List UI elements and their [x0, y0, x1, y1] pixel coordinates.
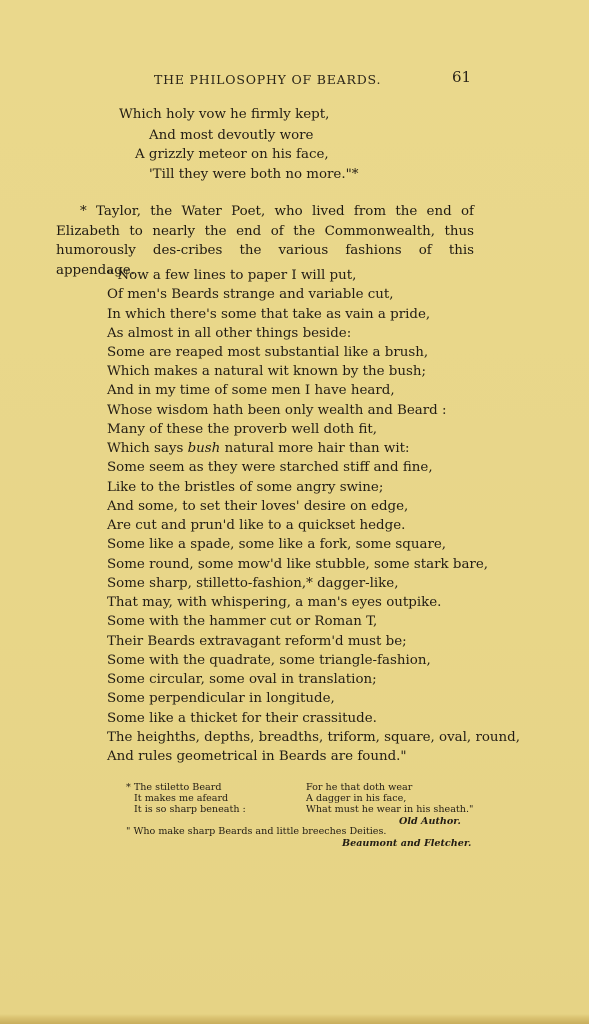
- poem-line: That may, with whispering, a man's eyes outpike.: [107, 595, 442, 610]
- footnote-quote-2: " Who make sharp Beards and little breeches Deities.: [126, 826, 387, 837]
- poem-line: And rules geometrical in Beards are found.": [107, 749, 407, 764]
- poem-line: Some are reaped most substantial like a brush,: [107, 345, 429, 360]
- poem-line: And in my time of some men I have heard,: [107, 383, 395, 398]
- poem-line: Some like a spade, some like a fork, some square,: [107, 537, 447, 552]
- poem-line: Some with the hammer cut or Roman T,: [107, 614, 378, 629]
- footnote-left-line: * The stiletto Beard: [126, 782, 222, 793]
- poem-line: Of men's Beards strange and variable cut,: [107, 287, 394, 302]
- poem-line: Which makes a natural wit known by the bush;: [107, 364, 426, 379]
- poem-line-bush-pre: Which says: [107, 441, 188, 456]
- poem-line: As almost in all other things beside:: [107, 326, 352, 341]
- poem-line: Some round, some mow'd like stubble, some stark bare,: [107, 557, 489, 572]
- page-number: 61: [452, 68, 472, 86]
- poem-line-bush: [107, 439, 410, 458]
- poem-line: Many of these the proverb well doth fit,: [107, 422, 378, 437]
- poem-line: Some sharp, stilletto-fashion,* dagger-like,: [107, 576, 399, 591]
- poem-line: Are cut and prun'd like to a quickset hedge.: [107, 518, 406, 533]
- page-bottom-edge: [0, 1014, 589, 1024]
- poem-line: In which there's some that take as vain a pride,: [107, 307, 431, 322]
- footnote-left-line: It makes me afeard: [134, 793, 229, 804]
- poem-line: The heighths, depths, breadths, triform, square, oval, round,: [107, 730, 520, 745]
- footnote-author-1: Old Author.: [399, 816, 461, 827]
- poem-line: Some like a thicket for their crassitude.: [107, 711, 377, 726]
- stanza-line-2: And most devoutly wore: [149, 128, 314, 143]
- footnote-right-line: A dagger in his face,: [306, 793, 407, 804]
- poem-line: And some, to set their loves' desire on edge,: [107, 499, 409, 514]
- poem-line: Some perpendicular in longitude,: [107, 691, 335, 706]
- footnote-right-line: For he that doth wear: [306, 782, 413, 793]
- footnote-right-line: What must he wear in his sheath.": [306, 804, 474, 815]
- poem-line: Some circular, some oval in translation;: [107, 672, 377, 687]
- poem-line-bush-italic: bush: [187, 441, 221, 456]
- poem-line-bush-post: natural more hair than wit:: [220, 441, 410, 456]
- poem-line: Their Beards extravagant reform'd must be;: [107, 634, 407, 649]
- poem-line: " Now a few lines to paper I will put,: [107, 268, 357, 283]
- stanza-line-1: Which holy vow he firmly kept,: [119, 107, 330, 122]
- poem-line: Some with the quadrate, some triangle-fashion,: [107, 653, 431, 668]
- running-title: THE PHILOSOPHY OF BEARDS.: [154, 72, 382, 87]
- poem-line: Some seem as they were starched stiff and fine,: [107, 460, 433, 475]
- footnote-author-2: Beaumont and Fletcher.: [342, 838, 472, 849]
- poem-line: Like to the bristles of some angry swine;: [107, 480, 384, 495]
- prose-paragraph: * Taylor, the Water Poet, who lived from the end of Elizabeth to nearly the end of the Commonwealth, thus humorously des-cribes the various fashions of this appendage.: [56, 204, 474, 278]
- stanza-line-3: A grizzly meteor on his face,: [135, 147, 329, 162]
- stanza-line-4: 'Till they were both no more."*: [149, 167, 359, 182]
- poem-line: Whose wisdom hath been only wealth and Beard :: [107, 403, 447, 418]
- footnote-left-line: It is so sharp beneath :: [134, 804, 246, 815]
